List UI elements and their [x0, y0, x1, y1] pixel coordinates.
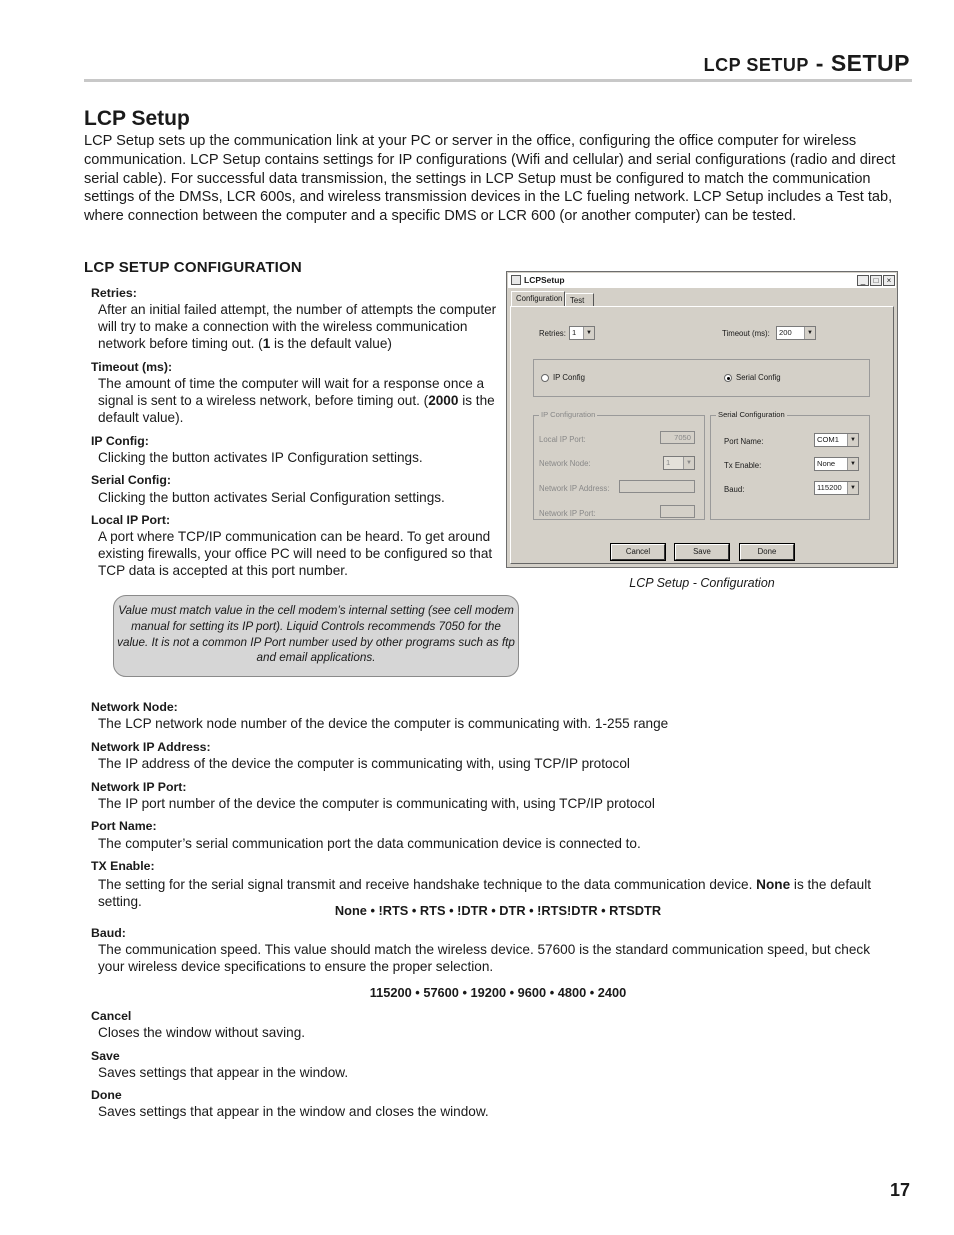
running-header: [704, 50, 910, 77]
retries-desc: After an initial failed attempt, the number of attempts the computer will try to make a connection with the wireless communication network before timing out. (1 is the default value): [98, 302, 497, 351]
local-port-input[interactable]: 7050: [660, 431, 695, 444]
page-number: 17: [889, 1180, 910, 1200]
chevron-down-icon: ▼: [683, 457, 694, 469]
window-title: LCPSetup: [524, 275, 565, 285]
portname-select[interactable]: COM1 ▼: [814, 433, 859, 447]
header-big: SETUP: [830, 50, 910, 76]
chevron-down-icon: ▼: [847, 434, 858, 446]
tab-test[interactable]: Test: [565, 293, 594, 306]
portname-label: Port Name:: [724, 437, 764, 446]
save-desc: Saves settings that appear in the window.: [98, 1065, 349, 1080]
txenable-desc: The setting for the serial signal transmit and receive handshake technique to the data communication device. None is the default setting.: [98, 877, 872, 909]
ipport-input[interactable]: [660, 505, 695, 518]
localport-term: Local IP Port:: [91, 513, 171, 527]
node-label: Network Node:: [539, 459, 591, 468]
baud-term: Baud:: [91, 926, 126, 940]
timeout-desc: The amount of time the computer will wait for a response once a signal is sent to a wireless network, before timing out. (2000 is the default value).: [98, 376, 495, 425]
portname-term: Port Name:: [91, 819, 157, 833]
portname-desc: The computer’s serial communication port the data communication device is connected to.: [98, 836, 641, 851]
node-desc: The LCP network node number of the device the computer is communicating with. 1-255 range: [98, 716, 669, 731]
baud-select[interactable]: 115200 ▼: [814, 481, 859, 495]
ipport-desc: The IP port number of the device the computer is communicating with, using TCP/IP protocol: [98, 796, 655, 811]
localport-desc: A port where TCP/IP communication can be heard. To get around existing firewalls, your office PC will need to be configured so that TCP data is accepted at this port number.: [98, 529, 493, 578]
retries-term: Retries:: [91, 286, 137, 300]
ipport-term: Network IP Port:: [91, 780, 187, 794]
minimize-icon[interactable]: _: [857, 275, 869, 286]
done-button[interactable]: Done: [740, 544, 794, 560]
node-select[interactable]: 1 ▼: [663, 456, 695, 470]
retries-label: Retries:: [539, 329, 566, 338]
note-text: Value must match value in the cell modem’s internal setting (see cell modem manual for setting its IP port). Liquid Controls recommends 7050 for the value. It is not a common IP Port number used by other programs such as ftp and email applications.: [117, 604, 515, 665]
cancel-desc: Closes the window without saving.: [98, 1025, 306, 1040]
done-term: Done: [91, 1088, 122, 1102]
txenable-options: None • !RTS • RTS • !DTR • DTR • !RTS!DTR • RTSDTR: [334, 903, 662, 918]
save-term: Save: [91, 1049, 120, 1063]
tab-configuration[interactable]: Configuration: [511, 291, 565, 306]
app-icon: [511, 275, 521, 285]
timeout-term: Timeout (ms):: [91, 360, 173, 374]
ip-group-label: IP Configuration: [541, 410, 596, 419]
header-rule: [84, 79, 912, 82]
done-desc: Saves settings that appear in the window and closes the window.: [98, 1104, 489, 1119]
page-title: LCP Setup: [84, 107, 190, 130]
intro-paragraph: LCP Setup sets up the communication link at your PC or server in the office, configuring the office computer for wireless communication. LCP Setup contains settings for IP configurations (Wifi and cellular) and serial configurations (radio and direct serial cable). For successful data transmission, the settings in LCP Setup must be configured to match the communication settings of the DMSs, LCR 600s, and wireless transmission devices in the LC fueling network. LCP Setup includes a Test tab, where connection between the computer and a specific DMS or LCR 600 (or another computer) can be tested.: [84, 133, 896, 225]
txenable-select[interactable]: None ▼: [814, 457, 859, 471]
section-title: LCP SETUP CONFIGURATION: [84, 259, 302, 276]
timeout-label: Timeout (ms):: [722, 329, 770, 338]
lcpsetup-window: [506, 271, 898, 568]
ipaddr-input[interactable]: [619, 480, 695, 493]
ip-config-radio[interactable]: [541, 374, 549, 382]
ip-configuration-group: [533, 410, 705, 520]
serialconfig-desc: Clicking the button activates Serial Configuration settings.: [98, 490, 445, 505]
serialconfig-term: Serial Config:: [91, 473, 171, 487]
maximize-icon[interactable]: □: [870, 275, 882, 286]
serial-config-radio[interactable]: [724, 374, 732, 382]
mode-group: [533, 359, 870, 397]
node-term: Network Node:: [91, 700, 178, 714]
txenable-label: Tx Enable:: [724, 461, 762, 470]
ip-config-label: IP Config: [553, 373, 585, 382]
chevron-down-icon: ▼: [847, 482, 858, 494]
config-panel: [510, 306, 894, 564]
serial-config-label: Serial Config: [736, 373, 781, 382]
ipconfig-desc: Clicking the button activates IP Configuration settings.: [98, 450, 423, 465]
ipaddr-term: Network IP Address:: [91, 740, 211, 754]
chevron-down-icon: ▼: [583, 327, 594, 339]
header-dash: -: [808, 50, 831, 76]
cancel-term: Cancel: [91, 1009, 132, 1023]
serial-configuration-group: [710, 410, 870, 520]
figure-caption: LCP Setup - Configuration: [629, 576, 775, 590]
cancel-button[interactable]: Cancel: [611, 544, 665, 560]
window-titlebar: [508, 273, 896, 288]
header-small: LCP SETUP: [703, 55, 809, 75]
ipaddr-label: Network IP Address:: [539, 484, 610, 493]
retries-select[interactable]: 1 ▼: [569, 326, 595, 340]
baud-options: 115200 • 57600 • 19200 • 9600 • 4800 • 2400: [369, 985, 627, 1000]
close-icon[interactable]: ×: [883, 275, 895, 286]
baud-desc: The communication speed. This value should match the wireless device. 57600 is the standard communication speed, but check your wireless device specifications to ensure the proper selection.: [98, 942, 870, 974]
ipconfig-term: IP Config:: [91, 434, 149, 448]
txenable-term: TX Enable:: [91, 859, 155, 873]
ipaddr-desc: The IP address of the device the computer is communicating with, using TCP/IP protocol: [98, 756, 630, 771]
local-port-label: Local IP Port:: [539, 435, 586, 444]
note-callout: [113, 595, 519, 677]
save-button[interactable]: Save: [675, 544, 729, 560]
ipport-label: Network IP Port:: [539, 509, 596, 518]
chevron-down-icon: ▼: [804, 327, 815, 339]
chevron-down-icon: ▼: [847, 458, 858, 470]
serial-group-label: Serial Configuration: [718, 410, 785, 419]
baud-label: Baud:: [724, 485, 745, 494]
timeout-select[interactable]: 200 ▼: [776, 326, 816, 340]
